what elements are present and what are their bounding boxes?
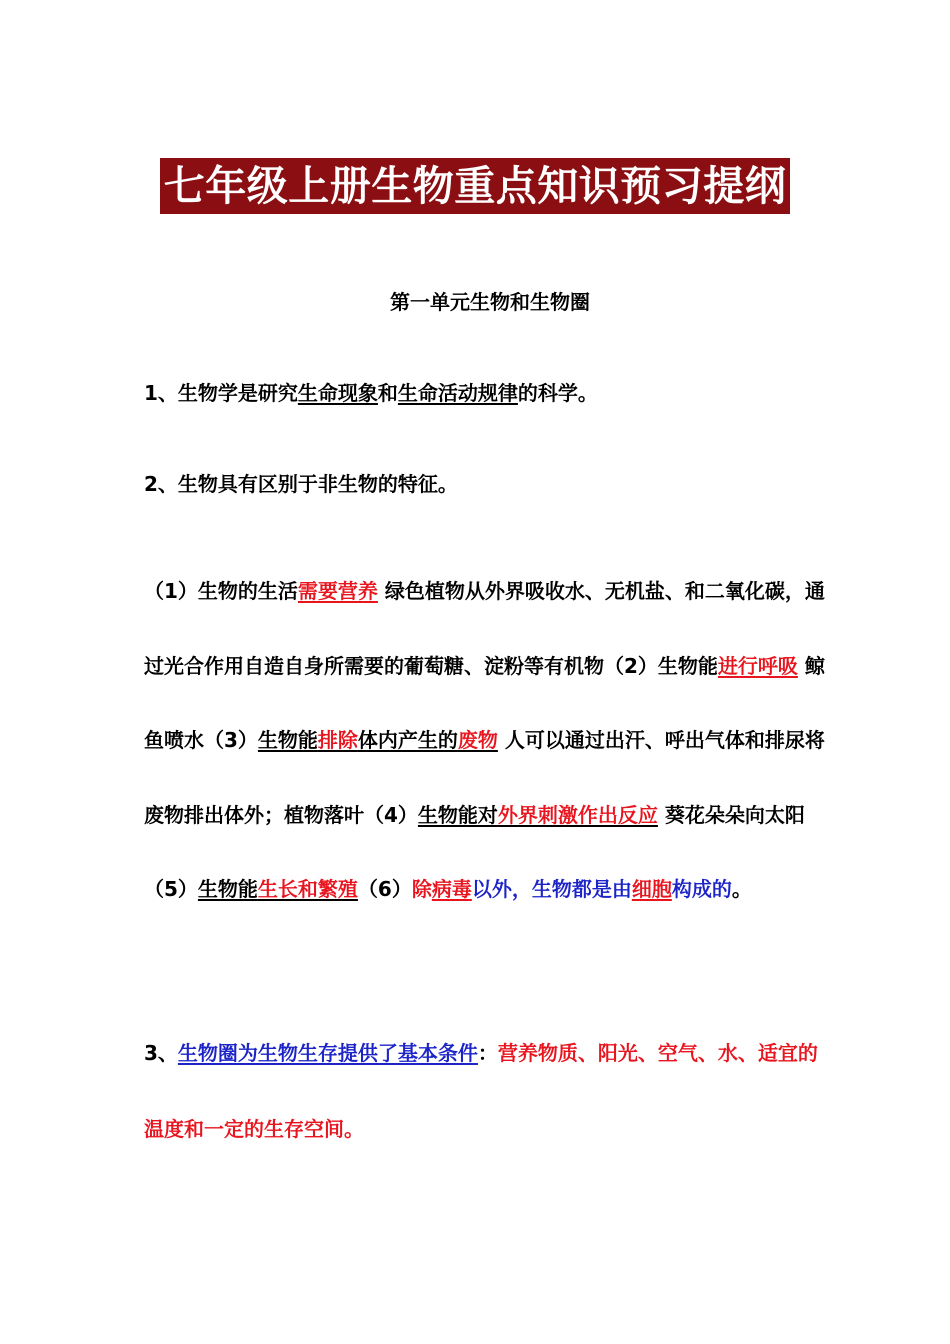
title-banner <box>0 158 950 214</box>
p3-s1-body: 绿色植物从外界吸收水、无机盐、和二氧化碳，通过光合作用自造自身所需要的葡萄糖、淀粉等有机物（2）生物能 <box>144 579 825 678</box>
p3-s2-example: 鲸鱼喷水（3） <box>144 653 825 752</box>
p3-keyword-cell: 细胞 <box>631 877 672 901</box>
paragraph-2: 2、生物具有区别于非生物的特征。 <box>144 472 458 496</box>
p3-keyword-respiration: 进行呼吸 <box>717 653 798 678</box>
p3-s6-mid: 以外，生物都是由 <box>471 877 632 901</box>
p1-text: 1、生物学是研究 <box>144 381 298 405</box>
p3-s4-lead: 生物能对 <box>417 802 498 827</box>
p4-colon: ： <box>477 1041 498 1065</box>
p1-and: 和 <box>377 381 398 405</box>
p3-s5-tail: （6） <box>357 877 412 901</box>
p1-term-life-activity-laws: 生命活动规律 <box>397 381 518 405</box>
p3-s5-phrase <box>198 877 358 901</box>
p3-keyword-excrete: 排除 <box>317 728 358 752</box>
p3-keyword-stimulus-response: 外界刺激作出反应 <box>497 802 658 827</box>
p3-s4-phrase <box>418 803 658 827</box>
paragraph-1 <box>144 379 598 407</box>
p3-keyword-growth-reproduction: 生长和繁殖 <box>257 877 358 901</box>
p3-s6-end: 构成的 <box>671 877 732 901</box>
p3-s5-lead: 生物能 <box>197 877 258 901</box>
p3-s6-period: 。 <box>731 877 752 901</box>
p3-s3-example: 人可以通过出汗、呼出气体和排尿将废物排出体外；植物落叶（4） <box>144 728 825 827</box>
p1-tail: 的科学。 <box>517 381 598 405</box>
p4-conditions-list: 营养物质、阳光、空气、水、适宜的温度和一定的生存空间。 <box>144 1041 818 1141</box>
p4-number: 3、 <box>144 1041 178 1065</box>
p3-s4-example: 葵花朵朵向太阳（5） <box>144 802 805 901</box>
document-title: 七年级上册生物重点知识预习提纲 <box>160 158 791 214</box>
p3-s6-except: 除 <box>411 877 432 901</box>
p4-biosphere-statement: 生物圈为生物生存提供了基本条件 <box>177 1041 478 1065</box>
p3-s3-lead: 生物能 <box>257 728 318 752</box>
p3-keyword-waste: 废物 <box>457 728 498 752</box>
p3-s1-lead: （1）生物的生活 <box>144 579 298 603</box>
p3-keyword-virus: 病毒 <box>431 877 472 901</box>
unit-heading: 第一单元生物和生物圈 <box>390 290 590 314</box>
p3-s3-mid: 体内产生的 <box>357 728 458 752</box>
paragraph-characteristics <box>144 554 844 927</box>
p3-s3-phrase <box>258 728 498 752</box>
p3-keyword-nutrition: 需要营养 <box>297 579 378 603</box>
paragraph-biosphere <box>144 1015 834 1167</box>
p1-term-life-phenomena: 生命现象 <box>297 381 378 405</box>
